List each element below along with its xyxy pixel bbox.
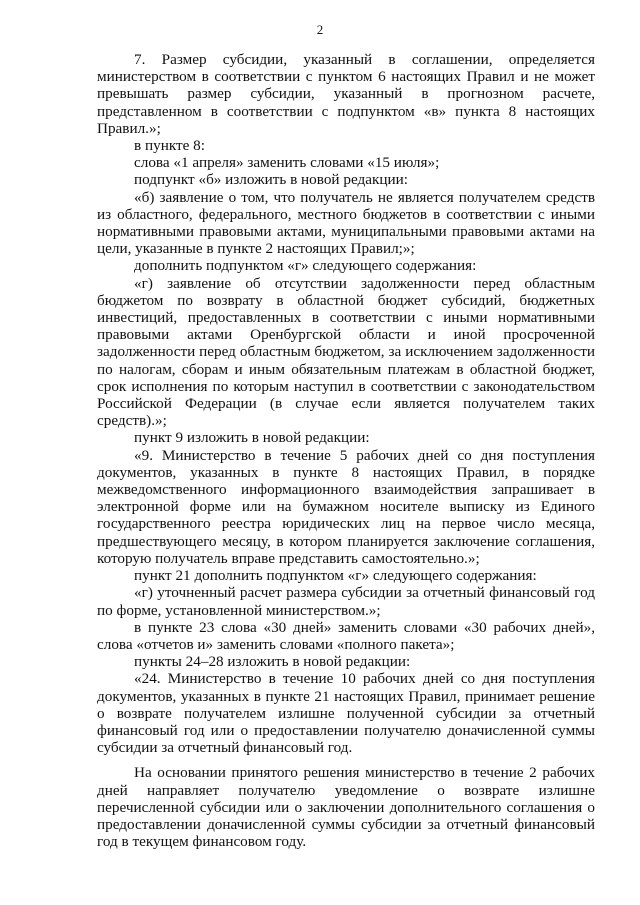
paragraph-point-23: в пункте 23 слова «30 дней» заменить словами «30 рабочих дней», слова «отчетов и» заменить словами «полного пакета»; [97,618,595,653]
page-number: 2 [316,22,324,37]
paragraph-subpoint-g: «г) заявление об отсутствии задолженности перед областным бюджетом по возврату в областной бюджет субсидий, бюджетных инвестиций, предоставленных в соответствии с иными нормативными правовыми актами Оренбургской области и иной просроченной задолженности перед областным бюджетом, за исключением задолженности по налогам, сборам и иным обязательным платежам в областной бюджет, срок исполнения по которым наступил в соответствии с законодательством Российской Федерации (в случае если является получателем таких средств).»; [97,274,595,430]
paragraph-point-8-intro: в пункте 8: [134,137,205,155]
paragraph-subpoint-b-intro: подпункт «б» изложить в новой редакции: [134,171,408,189]
paragraph-replace-april: слова «1 апреля» заменить словами «15 июля»; [134,154,440,172]
paragraph-item-7: 7. Размер субсидии, указанный в соглашении, определяется министерством в соответствии с пунктом 6 настоящих Правил и не может превышать размер субсидии, указанный в прогнозном расчете, представленном в соответствии с подпунктом «в» пункта 8 настоящих Правил.»; [97,51,595,137]
paragraph-point-21-g: «г) уточненный расчет размера субсидии за отчетный финансовый год по форме, установленной министерством.»; [97,584,595,619]
paragraph-subpoint-b: «б) заявление о том, что получатель не является получателем средств из областного, федерального, местного бюджетов в соответствии с иными нормативными правовыми актами, муниципальными правовыми актами на цели, указанные в пункте 2 настоящих Правил;»; [97,188,595,258]
paragraph-point-24: «24. Министерство в течение 10 рабочих дней со дня поступления документов, указанных в пункте 21 настоящих Правил, принимает решение о возврате получателем излишне полученной субсидии за отчетный финансовый год или о предоставлении получателю доначисленной суммы субсидии за отчетный финансовый год. [97,670,595,757]
paragraph-point-21-intro: пункт 21 дополнить подпунктом «г» следующего содержания: [134,567,537,585]
paragraph-point-9-intro: пункт 9 изложить в новой редакции: [134,429,370,447]
paragraph-point-9: «9. Министерство в течение 5 рабочих дней со дня поступления документов, указанных в пункте 8 настоящих Правил, в порядке межведомственного информационного взаимодействия запрашивает в электронной форме или на бумажном носителе выписку из Единого государственного реестра юридических лиц на первое число месяца, предшествующего месяцу, в котором планируется заключение соглашения, которую получатель вправе представить самостоятельно.»; [97,446,595,567]
paragraph-decision-basis: На основании принятого решения министерство в течение 2 рабочих дней направляет получателю уведомление о возврате излишне перечисленной субсидии или о заключении дополнительного соглашения о предоставлении доначисленной суммы субсидии за отчетный финансовый год в текущем финансовом году. [97,764,595,851]
document-body [97,51,595,850]
paragraph-subpoint-g-intro: дополнить подпунктом «г» следующего содержания: [134,257,477,275]
paragraph-points-24-28-intro: пункты 24–28 изложить в новой редакции: [134,653,411,671]
